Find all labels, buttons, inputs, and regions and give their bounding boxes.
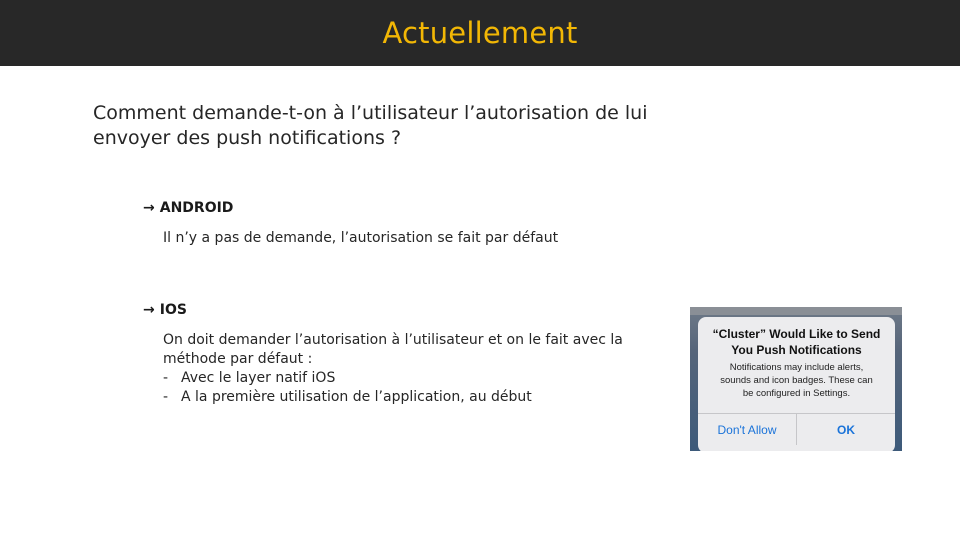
dialog-title-line-2: You Push Notifications [731, 343, 862, 357]
arrow-right-icon: → [143, 200, 155, 216]
ios-bullet-list [163, 369, 643, 407]
title-bar [0, 0, 960, 66]
bullet-dash: - [163, 389, 169, 405]
dont-allow-button[interactable]: Don't Allow [717, 422, 777, 437]
bullet-text: Avec le layer natif iOS [181, 370, 336, 386]
question-line-1: Comment demande-t-on à l’utilisateur l’autorisation de lui [93, 102, 648, 124]
dialog-title-line-1: “Cluster” Would Like to Send [712, 327, 881, 341]
android-label: ANDROID [159, 200, 234, 216]
dialog-message [698, 361, 895, 400]
ios-heading [143, 302, 187, 318]
ios-description [163, 331, 643, 407]
bullet-text: A la première utilisation de l’application, au début [181, 389, 532, 405]
question-text [93, 101, 653, 151]
bullet-dash: - [163, 370, 169, 386]
list-item [163, 388, 643, 407]
dialog-message-line-1: Notifications may include alerts, [729, 362, 864, 373]
push-permission-dialog [698, 317, 895, 451]
ok-button[interactable]: OK [796, 414, 895, 445]
status-bar [690, 307, 902, 315]
ios-label: IOS [159, 302, 187, 318]
question-line-2: envoyer des push notifications ? [93, 127, 402, 149]
list-item [163, 369, 643, 388]
android-heading [143, 200, 233, 216]
dialog-message-line-3: be configured in Settings. [742, 388, 851, 399]
ios-intro-line-2: méthode par défaut : [163, 351, 313, 367]
dialog-title [698, 326, 895, 358]
arrow-right-icon: → [143, 302, 155, 318]
ios-permission-screenshot [690, 307, 902, 451]
android-description: Il n’y a pas de demande, l’autorisation se fait par défaut [163, 230, 559, 246]
dialog-message-line-2: sounds and icon badges. These can [720, 375, 873, 386]
ios-intro-line-1: On doit demander l’autorisation à l’utilisateur et on le fait avec la [163, 332, 623, 348]
dialog-buttons [698, 413, 895, 445]
slide-title: Actuellement [382, 16, 578, 50]
